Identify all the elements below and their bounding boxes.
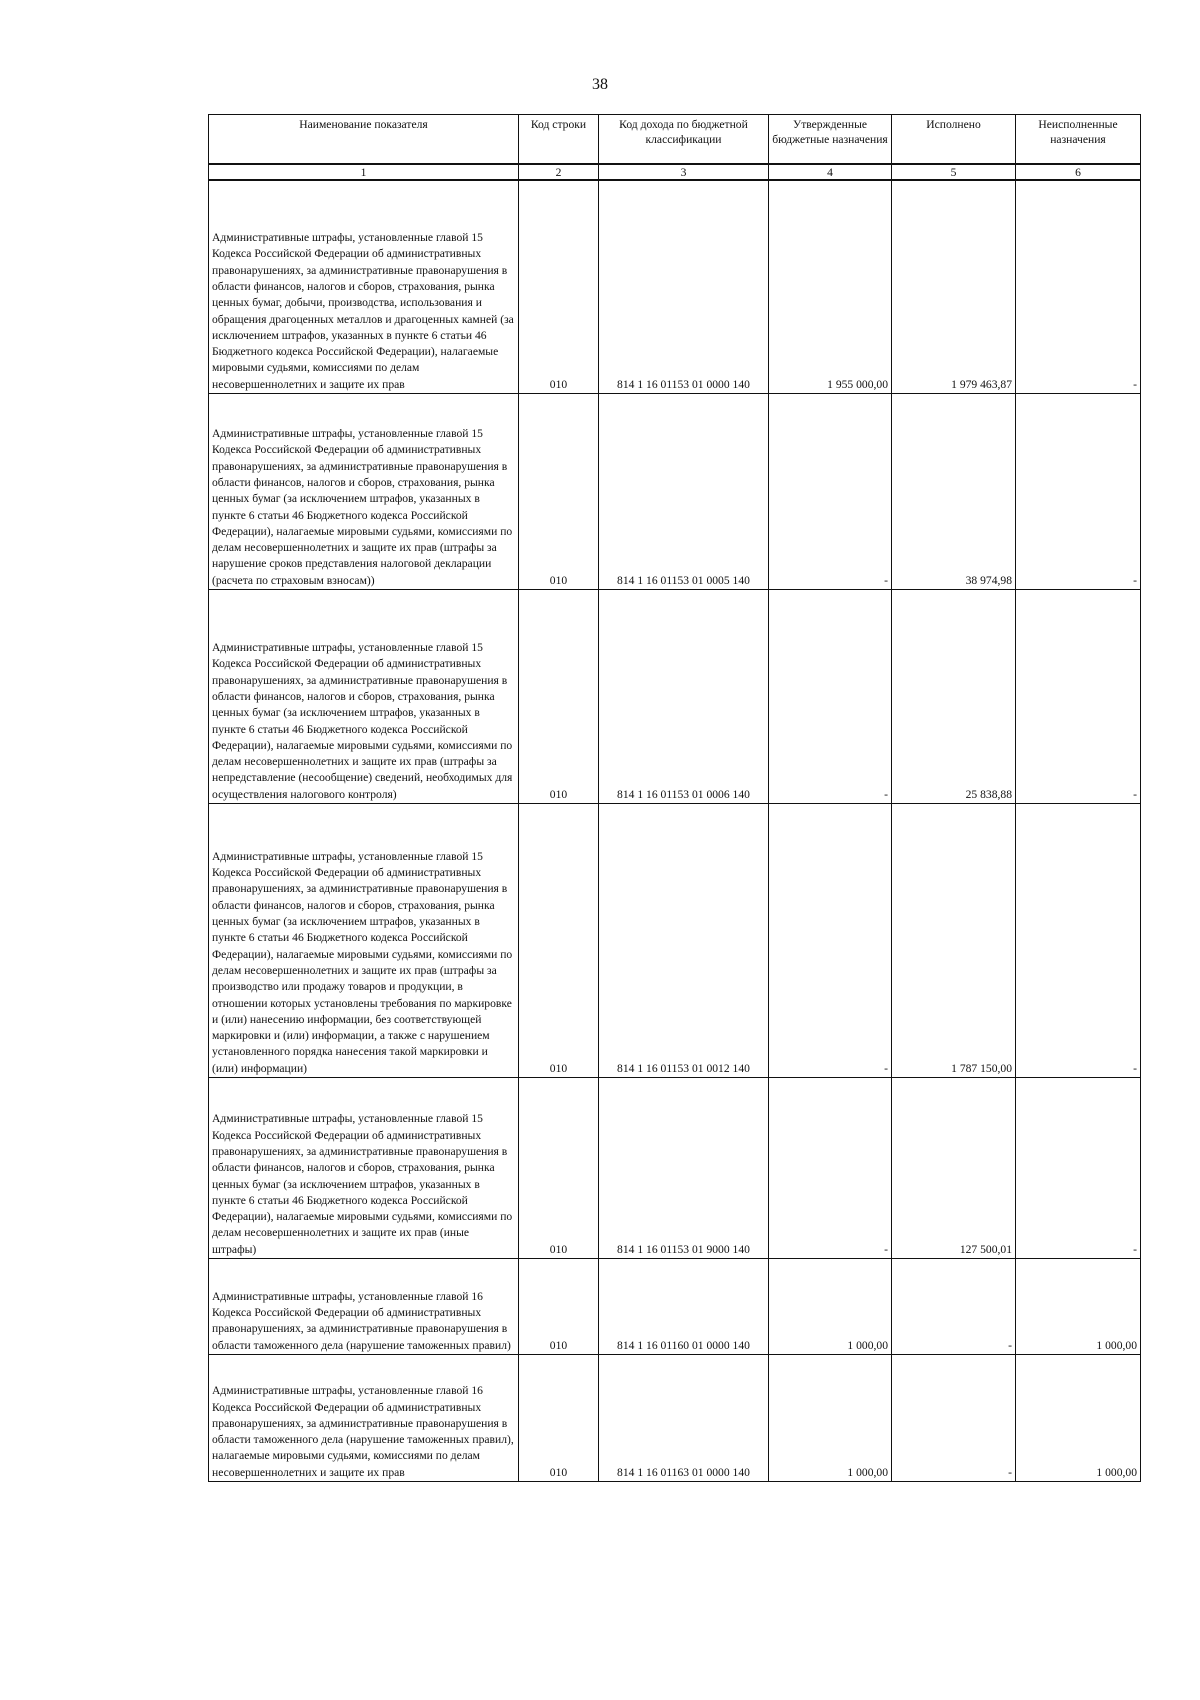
header-budget-code: Код дохода по бюджетной классификации — [599, 115, 769, 165]
line-code: 010 — [519, 804, 599, 1078]
executed-amount: - — [892, 1355, 1016, 1482]
budget-code: 814 1 16 01160 01 0000 140 — [599, 1259, 769, 1355]
indicator-name: Административные штрафы, установленные главой 15 Кодекса Российской Федерации об административных правонарушениях, за административные правонарушения в области финансов, налогов и сборов, страхования, рынка ценных бумаг (за исключением штрафов, указанных в пункте 6 статьи 46 Бюджетного кодекса Российской Федерации), налагаемые мировыми судьями, комиссиями по делам несовершеннолетних и защите их прав (штрафы за производство или продажу товаров и продукции, в отношении которых установлены требования по маркировке и (или) нанесению информации, без соответствующей маркировки и (или) информации, а также с нарушением установленного порядка нанесения такой маркировки и (или) информации) — [209, 804, 519, 1078]
table-row — [209, 394, 1141, 590]
approved-amount: 1 000,00 — [769, 1259, 892, 1355]
indicator-name: Административные штрафы, установленные главой 16 Кодекса Российской Федерации об административных правонарушениях, за административные правонарушения в области таможенного дела (нарушение таможенных правил) — [209, 1259, 519, 1355]
approved-amount: - — [769, 1078, 892, 1259]
executed-amount: 1 787 150,00 — [892, 804, 1016, 1078]
unexecuted-amount: 1 000,00 — [1016, 1355, 1141, 1482]
header-line-code: Код строки — [519, 115, 599, 165]
line-code: 010 — [519, 1259, 599, 1355]
header-indicator-name: Наименование показателя — [209, 115, 519, 165]
table-row — [209, 1078, 1141, 1259]
unexecuted-amount: - — [1016, 804, 1141, 1078]
header-unexecuted: Неисполненные назначения — [1016, 115, 1141, 165]
indicator-name: Административные штрафы, установленные главой 15 Кодекса Российской Федерации об административных правонарушениях, за административные правонарушения в области финансов, налогов и сборов, страхования, рынка ценных бумаг (за исключением штрафов, указанных в пункте 6 статьи 46 Бюджетного кодекса Российской Федерации), налагаемые мировыми судьями, комиссиями по делам несовершеннолетних и защите их прав (иные штрафы) — [209, 1078, 519, 1259]
budget-execution-table — [208, 114, 1141, 1482]
executed-amount: 25 838,88 — [892, 590, 1016, 804]
indicator-name: Административные штрафы, установленные главой 16 Кодекса Российской Федерации об административных правонарушениях, за административные правонарушения в области таможенного дела (нарушение таможенных правил), налагаемые мировыми судьями, комиссиями по делам несовершеннолетних и защите их прав — [209, 1355, 519, 1482]
header-approved: Утвержденные бюджетные назначения — [769, 115, 892, 165]
line-code: 010 — [519, 1078, 599, 1259]
budget-code: 814 1 16 01153 01 0012 140 — [599, 804, 769, 1078]
header-executed: Исполнено — [892, 115, 1016, 165]
indicator-name: Административные штрафы, установленные главой 15 Кодекса Российской Федерации об административных правонарушениях, за административные правонарушения в области финансов, налогов и сборов, страхования, рынка ценных бумаг (за исключением штрафов, указанных в пункте 6 статьи 46 Бюджетного кодекса Российской Федерации), налагаемые мировыми судьями, комиссиями по делам несовершеннолетних и защите их прав (штрафы за нарушение сроков представления налоговой декларации (расчета по страховым взносам)) — [209, 394, 519, 590]
budget-code: 814 1 16 01153 01 9000 140 — [599, 1078, 769, 1259]
unexecuted-amount: - — [1016, 180, 1141, 394]
column-number: 2 — [519, 164, 599, 180]
approved-amount: - — [769, 590, 892, 804]
table-row — [209, 1355, 1141, 1482]
unexecuted-amount: - — [1016, 1078, 1141, 1259]
column-number: 6 — [1016, 164, 1141, 180]
line-code: 010 — [519, 590, 599, 804]
unexecuted-amount: - — [1016, 394, 1141, 590]
approved-amount: - — [769, 394, 892, 590]
column-number: 5 — [892, 164, 1016, 180]
table-row — [209, 180, 1141, 394]
unexecuted-amount: - — [1016, 590, 1141, 804]
table-header-row — [209, 115, 1141, 165]
budget-code: 814 1 16 01153 01 0005 140 — [599, 394, 769, 590]
indicator-name: Административные штрафы, установленные главой 15 Кодекса Российской Федерации об административных правонарушениях, за административные правонарушения в области финансов, налогов и сборов, страхования, рынка ценных бумаг (за исключением штрафов, указанных в пункте 6 статьи 46 Бюджетного кодекса Российской Федерации), налагаемые мировыми судьями, комиссиями по делам несовершеннолетних и защите их прав (штрафы за непредставление (несообщение) сведений, необходимых для осуществления налогового контроля) — [209, 590, 519, 804]
table-row — [209, 804, 1141, 1078]
column-number: 3 — [599, 164, 769, 180]
approved-amount: - — [769, 804, 892, 1078]
column-number: 1 — [209, 164, 519, 180]
line-code: 010 — [519, 394, 599, 590]
column-number: 4 — [769, 164, 892, 180]
table-row — [209, 590, 1141, 804]
indicator-name: Административные штрафы, установленные главой 15 Кодекса Российской Федерации об административных правонарушениях, за административные правонарушения в области финансов, налогов и сборов, страхования, рынка ценных бумаг, добычи, производства, использования и обращения драгоценных металлов и драгоценных камней (за исключением штрафов, указанных в пункте 6 статьи 46 Бюджетного кодекса Российской Федерации), налагаемые мировыми судьями, комиссиями по делам несовершеннолетних и защите их прав — [209, 180, 519, 394]
page-number: 38 — [592, 76, 608, 93]
budget-code: 814 1 16 01153 01 0000 140 — [599, 180, 769, 394]
approved-amount: 1 000,00 — [769, 1355, 892, 1482]
column-number-row — [209, 164, 1141, 180]
approved-amount: 1 955 000,00 — [769, 180, 892, 394]
table-row — [209, 1259, 1141, 1355]
unexecuted-amount: 1 000,00 — [1016, 1259, 1141, 1355]
executed-amount: 38 974,98 — [892, 394, 1016, 590]
budget-code: 814 1 16 01153 01 0006 140 — [599, 590, 769, 804]
line-code: 010 — [519, 180, 599, 394]
budget-code: 814 1 16 01163 01 0000 140 — [599, 1355, 769, 1482]
line-code: 010 — [519, 1355, 599, 1482]
executed-amount: 127 500,01 — [892, 1078, 1016, 1259]
executed-amount: - — [892, 1259, 1016, 1355]
executed-amount: 1 979 463,87 — [892, 180, 1016, 394]
